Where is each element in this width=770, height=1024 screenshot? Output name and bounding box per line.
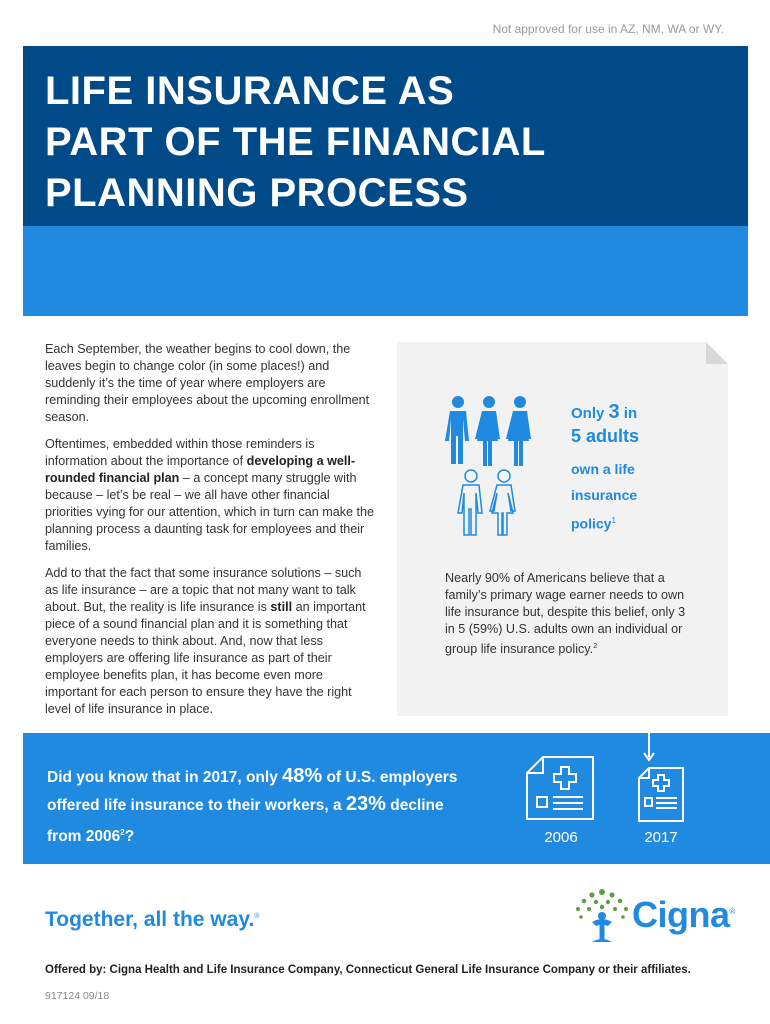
paragraph-3-bold: still: [270, 600, 293, 614]
header-accent-band: [23, 226, 748, 316]
paragraph-3-end: an important piece of a sound financial plan and it is something that everyone needs to think about. And, now that less employers are offering life insurance as part of their employee benefits plan, it has become even more important for each person to ensure they have the right level of life insurance in place.: [45, 600, 366, 716]
title-line-2: PART OF THE FINANCIAL: [45, 120, 546, 164]
page-fold-corner: [706, 342, 728, 364]
stat-line-5: policy: [571, 515, 612, 532]
stat-only: Only: [571, 405, 609, 422]
fact-percent-48: 48%: [282, 765, 323, 787]
stat-subline: [571, 456, 721, 537]
offered-by: Offered by: Cigna Health and Life Insurance Company, Connecticut General Life Insurance Company or their affiliates.: [45, 964, 691, 976]
stat-callout-box: [397, 342, 728, 716]
document-2017-icon: [637, 733, 687, 823]
footnote-marker: 1: [611, 516, 616, 525]
paragraph-2: [45, 436, 375, 555]
cigna-tree-icon: [572, 886, 632, 946]
tagline-text: Together, all the way.: [45, 908, 255, 931]
stat-headline: [571, 401, 721, 447]
document-2006-icon: [523, 753, 601, 823]
document-code: 917124 09/18: [45, 990, 110, 1002]
fact-text: [47, 763, 477, 850]
fact-text-part: decline from 2006: [47, 797, 444, 846]
logo-text: Cigna: [632, 894, 730, 935]
year-2006: 2006: [544, 829, 578, 846]
callout-body: Nearly 90% of Americans believe that a family’s primary wage earner needs to own life insurance but, despite this belief, only 3 in 5 (59%) U.S. adults own an individual or group life insurance policy.: [445, 571, 686, 657]
disclaimer: Not approved for use in AZ, NM, WA or WY.: [492, 22, 724, 36]
paragraph-2-end: – a concept many struggle with because – let’s be real – we all have other financial priorities vying for our attention, which in turn can make the planning process a daunting task for employees and their families.: [45, 471, 374, 553]
stat-five-adults: 5 adults: [571, 426, 640, 446]
fact-text-part: of U.S. employers offered life insurance to their workers, a: [47, 769, 458, 814]
stat-in: in: [619, 405, 638, 422]
people-icon: [441, 394, 559, 544]
year-2017: 2017: [644, 829, 678, 846]
logo-wordmark: [632, 894, 735, 936]
stat-line-3: own a life: [571, 461, 635, 477]
registered-mark: ®: [254, 913, 260, 920]
stat-line-4: insurance: [571, 487, 638, 503]
callout-text: [445, 570, 695, 658]
article-body: [45, 341, 375, 728]
tagline: [45, 908, 259, 932]
paragraph-3-start: Add to that the fact that some insurance solutions – such as life insurance – are a topic that not many want to talk about. But, the reality is life insurance is: [45, 566, 362, 614]
page-title: [45, 66, 735, 219]
fact-percent-23: 23%: [345, 793, 386, 815]
title-line-1: LIFE INSURANCE AS: [45, 69, 455, 113]
fact-text-part: Did you know that in 2017, only: [47, 769, 283, 786]
paragraph-2-start: Oftentimes, embedded within those reminders is information about the importance of: [45, 437, 315, 468]
fact-band: [23, 733, 770, 864]
stat-number: 3: [608, 401, 620, 423]
paragraph-3: [45, 565, 375, 718]
footnote-marker: 2: [593, 643, 598, 650]
paragraph-1: Each September, the weather begins to cool down, the leaves begin to change color (in some places!) and suddenly it’s the time of year where employers are reminding their employees about the upcoming enrollment season.: [45, 342, 370, 424]
fact-text-part: ?: [124, 828, 135, 846]
paragraph-2-bold: developing a well-rounded financial plan: [45, 454, 356, 485]
registered-mark: ®: [729, 907, 735, 916]
title-line-3: PLANNING PROCESS: [45, 171, 469, 215]
footnote-marker: 2: [120, 828, 125, 837]
